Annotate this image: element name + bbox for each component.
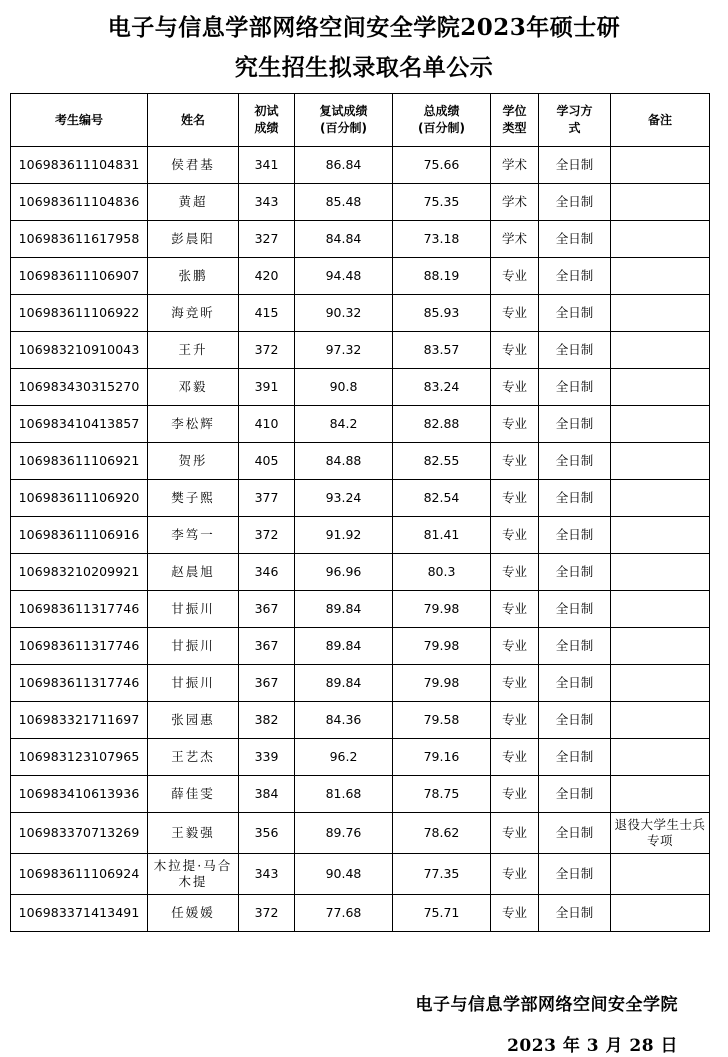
cell-total-score: 83.24 bbox=[393, 369, 491, 406]
table-row bbox=[11, 628, 710, 665]
table-row bbox=[11, 702, 710, 739]
cell-retest-score: 90.32 bbox=[295, 295, 393, 332]
cell-study-mode: 全日制 bbox=[539, 628, 611, 665]
table-row bbox=[11, 480, 710, 517]
cell-prelim-score: 341 bbox=[239, 147, 295, 184]
cell-name: 王升 bbox=[148, 332, 239, 369]
cell-degree-type: 学术 bbox=[491, 184, 539, 221]
cell-note bbox=[611, 221, 710, 258]
cell-total-score: 77.35 bbox=[393, 854, 491, 895]
cell-degree-type: 专业 bbox=[491, 517, 539, 554]
cell-study-mode: 全日制 bbox=[539, 258, 611, 295]
cell-retest-score: 96.2 bbox=[295, 739, 393, 776]
header-id: 考生编号 bbox=[11, 94, 148, 147]
cell-prelim-score: 405 bbox=[239, 443, 295, 480]
cell-total-score: 73.18 bbox=[393, 221, 491, 258]
cell-exam-id: 106983611106921 bbox=[11, 443, 148, 480]
cell-prelim-score: 343 bbox=[239, 854, 295, 895]
cell-prelim-score: 391 bbox=[239, 369, 295, 406]
admission-table bbox=[10, 93, 710, 932]
cell-total-score: 79.98 bbox=[393, 665, 491, 702]
table-row bbox=[11, 258, 710, 295]
cell-retest-score: 97.32 bbox=[295, 332, 393, 369]
header-prelim: 初试 成绩 bbox=[239, 94, 295, 147]
cell-exam-id: 106983210910043 bbox=[11, 332, 148, 369]
table-row bbox=[11, 739, 710, 776]
cell-note bbox=[611, 147, 710, 184]
table-row bbox=[11, 517, 710, 554]
cell-note bbox=[611, 480, 710, 517]
cell-study-mode: 全日制 bbox=[539, 406, 611, 443]
cell-exam-id: 106983430315270 bbox=[11, 369, 148, 406]
cell-exam-id: 106983611104831 bbox=[11, 147, 148, 184]
cell-study-mode: 全日制 bbox=[539, 332, 611, 369]
cell-exam-id: 106983410613936 bbox=[11, 776, 148, 813]
cell-degree-type: 学术 bbox=[491, 221, 539, 258]
cell-total-score: 79.98 bbox=[393, 591, 491, 628]
cell-total-score: 81.41 bbox=[393, 517, 491, 554]
cell-degree-type: 专业 bbox=[491, 739, 539, 776]
cell-prelim-score: 420 bbox=[239, 258, 295, 295]
cell-study-mode: 全日制 bbox=[539, 147, 611, 184]
cell-degree-type: 专业 bbox=[491, 702, 539, 739]
table-row bbox=[11, 813, 710, 854]
cell-note bbox=[611, 443, 710, 480]
header-total: 总成绩 (百分制) bbox=[393, 94, 491, 147]
cell-total-score: 80.3 bbox=[393, 554, 491, 591]
cell-study-mode: 全日制 bbox=[539, 665, 611, 702]
footer-date: 2023 年 3 月 28 日 bbox=[507, 1036, 678, 1056]
cell-exam-id: 106983611106922 bbox=[11, 295, 148, 332]
cell-retest-score: 90.8 bbox=[295, 369, 393, 406]
cell-prelim-score: 372 bbox=[239, 332, 295, 369]
cell-note bbox=[611, 406, 710, 443]
cell-name: 薛佳雯 bbox=[148, 776, 239, 813]
cell-retest-score: 90.48 bbox=[295, 854, 393, 895]
cell-study-mode: 全日制 bbox=[539, 854, 611, 895]
table-row bbox=[11, 665, 710, 702]
cell-study-mode: 全日制 bbox=[539, 895, 611, 932]
cell-prelim-score: 327 bbox=[239, 221, 295, 258]
cell-note bbox=[611, 295, 710, 332]
table-row bbox=[11, 147, 710, 184]
cell-degree-type: 专业 bbox=[491, 776, 539, 813]
cell-exam-id: 106983123107965 bbox=[11, 739, 148, 776]
cell-study-mode: 全日制 bbox=[539, 702, 611, 739]
cell-retest-score: 84.2 bbox=[295, 406, 393, 443]
cell-name: 甘振川 bbox=[148, 628, 239, 665]
cell-retest-score: 89.76 bbox=[295, 813, 393, 854]
cell-degree-type: 专业 bbox=[491, 443, 539, 480]
cell-total-score: 79.58 bbox=[393, 702, 491, 739]
footer-organization: 电子与信息学部网络空间安全学院 bbox=[415, 995, 678, 1015]
cell-name: 海竞昕 bbox=[148, 295, 239, 332]
cell-degree-type: 专业 bbox=[491, 591, 539, 628]
cell-study-mode: 全日制 bbox=[539, 776, 611, 813]
cell-note bbox=[611, 591, 710, 628]
cell-note bbox=[611, 517, 710, 554]
table-header-row bbox=[11, 94, 710, 147]
table-row bbox=[11, 895, 710, 932]
cell-degree-type: 专业 bbox=[491, 332, 539, 369]
cell-note bbox=[611, 628, 710, 665]
cell-exam-id: 106983370713269 bbox=[11, 813, 148, 854]
document-title-line2: 究生招生拟录取名单公示 bbox=[234, 54, 494, 81]
cell-exam-id: 106983611106916 bbox=[11, 517, 148, 554]
table-body bbox=[11, 147, 710, 932]
cell-note bbox=[611, 332, 710, 369]
cell-total-score: 88.19 bbox=[393, 258, 491, 295]
cell-prelim-score: 367 bbox=[239, 628, 295, 665]
cell-degree-type: 专业 bbox=[491, 895, 539, 932]
cell-name: 王艺杰 bbox=[148, 739, 239, 776]
header-name: 姓名 bbox=[148, 94, 239, 147]
table-row bbox=[11, 776, 710, 813]
cell-name: 赵晨旭 bbox=[148, 554, 239, 591]
table-row bbox=[11, 332, 710, 369]
cell-study-mode: 全日制 bbox=[539, 517, 611, 554]
cell-name: 李笃一 bbox=[148, 517, 239, 554]
cell-prelim-score: 356 bbox=[239, 813, 295, 854]
cell-degree-type: 专业 bbox=[491, 854, 539, 895]
cell-exam-id: 106983371413491 bbox=[11, 895, 148, 932]
cell-degree-type: 专业 bbox=[491, 554, 539, 591]
cell-study-mode: 全日制 bbox=[539, 591, 611, 628]
cell-prelim-score: 415 bbox=[239, 295, 295, 332]
cell-retest-score: 81.68 bbox=[295, 776, 393, 813]
cell-exam-id: 106983410413857 bbox=[11, 406, 148, 443]
document-title-line1: 电子与信息学部网络空间安全学院2023年硕士研 bbox=[107, 14, 621, 41]
cell-degree-type: 专业 bbox=[491, 295, 539, 332]
header-degree: 学位 类型 bbox=[491, 94, 539, 147]
cell-note bbox=[611, 702, 710, 739]
cell-retest-score: 86.84 bbox=[295, 147, 393, 184]
cell-retest-score: 96.96 bbox=[295, 554, 393, 591]
cell-exam-id: 106983611106920 bbox=[11, 480, 148, 517]
table-row bbox=[11, 443, 710, 480]
cell-study-mode: 全日制 bbox=[539, 295, 611, 332]
header-note: 备注 bbox=[611, 94, 710, 147]
cell-note bbox=[611, 854, 710, 895]
cell-retest-score: 84.84 bbox=[295, 221, 393, 258]
cell-degree-type: 专业 bbox=[491, 665, 539, 702]
cell-name: 邓毅 bbox=[148, 369, 239, 406]
cell-retest-score: 94.48 bbox=[295, 258, 393, 295]
header-mode: 学习方 式 bbox=[539, 94, 611, 147]
cell-degree-type: 专业 bbox=[491, 628, 539, 665]
cell-study-mode: 全日制 bbox=[539, 184, 611, 221]
cell-prelim-score: 372 bbox=[239, 895, 295, 932]
cell-retest-score: 77.68 bbox=[295, 895, 393, 932]
cell-total-score: 78.75 bbox=[393, 776, 491, 813]
cell-total-score: 79.16 bbox=[393, 739, 491, 776]
cell-name: 甘振川 bbox=[148, 665, 239, 702]
cell-note bbox=[611, 554, 710, 591]
cell-total-score: 82.88 bbox=[393, 406, 491, 443]
cell-exam-id: 106983321711697 bbox=[11, 702, 148, 739]
cell-total-score: 83.57 bbox=[393, 332, 491, 369]
cell-study-mode: 全日制 bbox=[539, 443, 611, 480]
cell-retest-score: 91.92 bbox=[295, 517, 393, 554]
cell-name: 木拉提·马合木提 bbox=[148, 854, 239, 895]
cell-total-score: 75.35 bbox=[393, 184, 491, 221]
cell-retest-score: 85.48 bbox=[295, 184, 393, 221]
cell-prelim-score: 339 bbox=[239, 739, 295, 776]
cell-prelim-score: 343 bbox=[239, 184, 295, 221]
cell-exam-id: 106983611617958 bbox=[11, 221, 148, 258]
table-row bbox=[11, 854, 710, 895]
cell-study-mode: 全日制 bbox=[539, 813, 611, 854]
cell-note bbox=[611, 739, 710, 776]
cell-prelim-score: 367 bbox=[239, 591, 295, 628]
cell-exam-id: 106983210209921 bbox=[11, 554, 148, 591]
table-row bbox=[11, 221, 710, 258]
cell-prelim-score: 372 bbox=[239, 517, 295, 554]
cell-note: 退役大学生士兵专项 bbox=[611, 813, 710, 854]
cell-name: 侯君基 bbox=[148, 147, 239, 184]
cell-note bbox=[611, 184, 710, 221]
cell-retest-score: 89.84 bbox=[295, 591, 393, 628]
cell-note bbox=[611, 369, 710, 406]
cell-total-score: 85.93 bbox=[393, 295, 491, 332]
cell-exam-id: 106983611106907 bbox=[11, 258, 148, 295]
header-retest: 复试成绩 (百分制) bbox=[295, 94, 393, 147]
cell-prelim-score: 346 bbox=[239, 554, 295, 591]
cell-name: 贺彤 bbox=[148, 443, 239, 480]
cell-name: 张园惠 bbox=[148, 702, 239, 739]
cell-prelim-score: 410 bbox=[239, 406, 295, 443]
cell-degree-type: 专业 bbox=[491, 369, 539, 406]
cell-name: 黄超 bbox=[148, 184, 239, 221]
cell-study-mode: 全日制 bbox=[539, 221, 611, 258]
cell-prelim-score: 367 bbox=[239, 665, 295, 702]
cell-study-mode: 全日制 bbox=[539, 739, 611, 776]
cell-retest-score: 84.88 bbox=[295, 443, 393, 480]
cell-exam-id: 106983611317746 bbox=[11, 591, 148, 628]
cell-prelim-score: 382 bbox=[239, 702, 295, 739]
cell-exam-id: 106983611104836 bbox=[11, 184, 148, 221]
cell-degree-type: 专业 bbox=[491, 258, 539, 295]
cell-exam-id: 106983611317746 bbox=[11, 628, 148, 665]
cell-name: 甘振川 bbox=[148, 591, 239, 628]
cell-note bbox=[611, 776, 710, 813]
cell-degree-type: 专业 bbox=[491, 480, 539, 517]
cell-name: 樊子熙 bbox=[148, 480, 239, 517]
cell-total-score: 82.54 bbox=[393, 480, 491, 517]
table-row bbox=[11, 369, 710, 406]
cell-retest-score: 89.84 bbox=[295, 665, 393, 702]
table-row bbox=[11, 554, 710, 591]
cell-study-mode: 全日制 bbox=[539, 369, 611, 406]
cell-name: 李松辉 bbox=[148, 406, 239, 443]
cell-retest-score: 84.36 bbox=[295, 702, 393, 739]
cell-prelim-score: 384 bbox=[239, 776, 295, 813]
table-row bbox=[11, 406, 710, 443]
cell-note bbox=[611, 895, 710, 932]
cell-total-score: 75.66 bbox=[393, 147, 491, 184]
table-row bbox=[11, 295, 710, 332]
cell-degree-type: 学术 bbox=[491, 147, 539, 184]
cell-prelim-score: 377 bbox=[239, 480, 295, 517]
cell-name: 彭晨阳 bbox=[148, 221, 239, 258]
cell-retest-score: 93.24 bbox=[295, 480, 393, 517]
cell-study-mode: 全日制 bbox=[539, 480, 611, 517]
cell-exam-id: 106983611106924 bbox=[11, 854, 148, 895]
cell-note bbox=[611, 258, 710, 295]
cell-name: 王毅强 bbox=[148, 813, 239, 854]
cell-total-score: 82.55 bbox=[393, 443, 491, 480]
cell-total-score: 79.98 bbox=[393, 628, 491, 665]
table-row bbox=[11, 184, 710, 221]
table-row bbox=[11, 591, 710, 628]
cell-retest-score: 89.84 bbox=[295, 628, 393, 665]
cell-total-score: 78.62 bbox=[393, 813, 491, 854]
cell-note bbox=[611, 665, 710, 702]
cell-degree-type: 专业 bbox=[491, 406, 539, 443]
cell-name: 张鹏 bbox=[148, 258, 239, 295]
cell-name: 任媛媛 bbox=[148, 895, 239, 932]
cell-exam-id: 106983611317746 bbox=[11, 665, 148, 702]
cell-degree-type: 专业 bbox=[491, 813, 539, 854]
cell-study-mode: 全日制 bbox=[539, 554, 611, 591]
cell-total-score: 75.71 bbox=[393, 895, 491, 932]
